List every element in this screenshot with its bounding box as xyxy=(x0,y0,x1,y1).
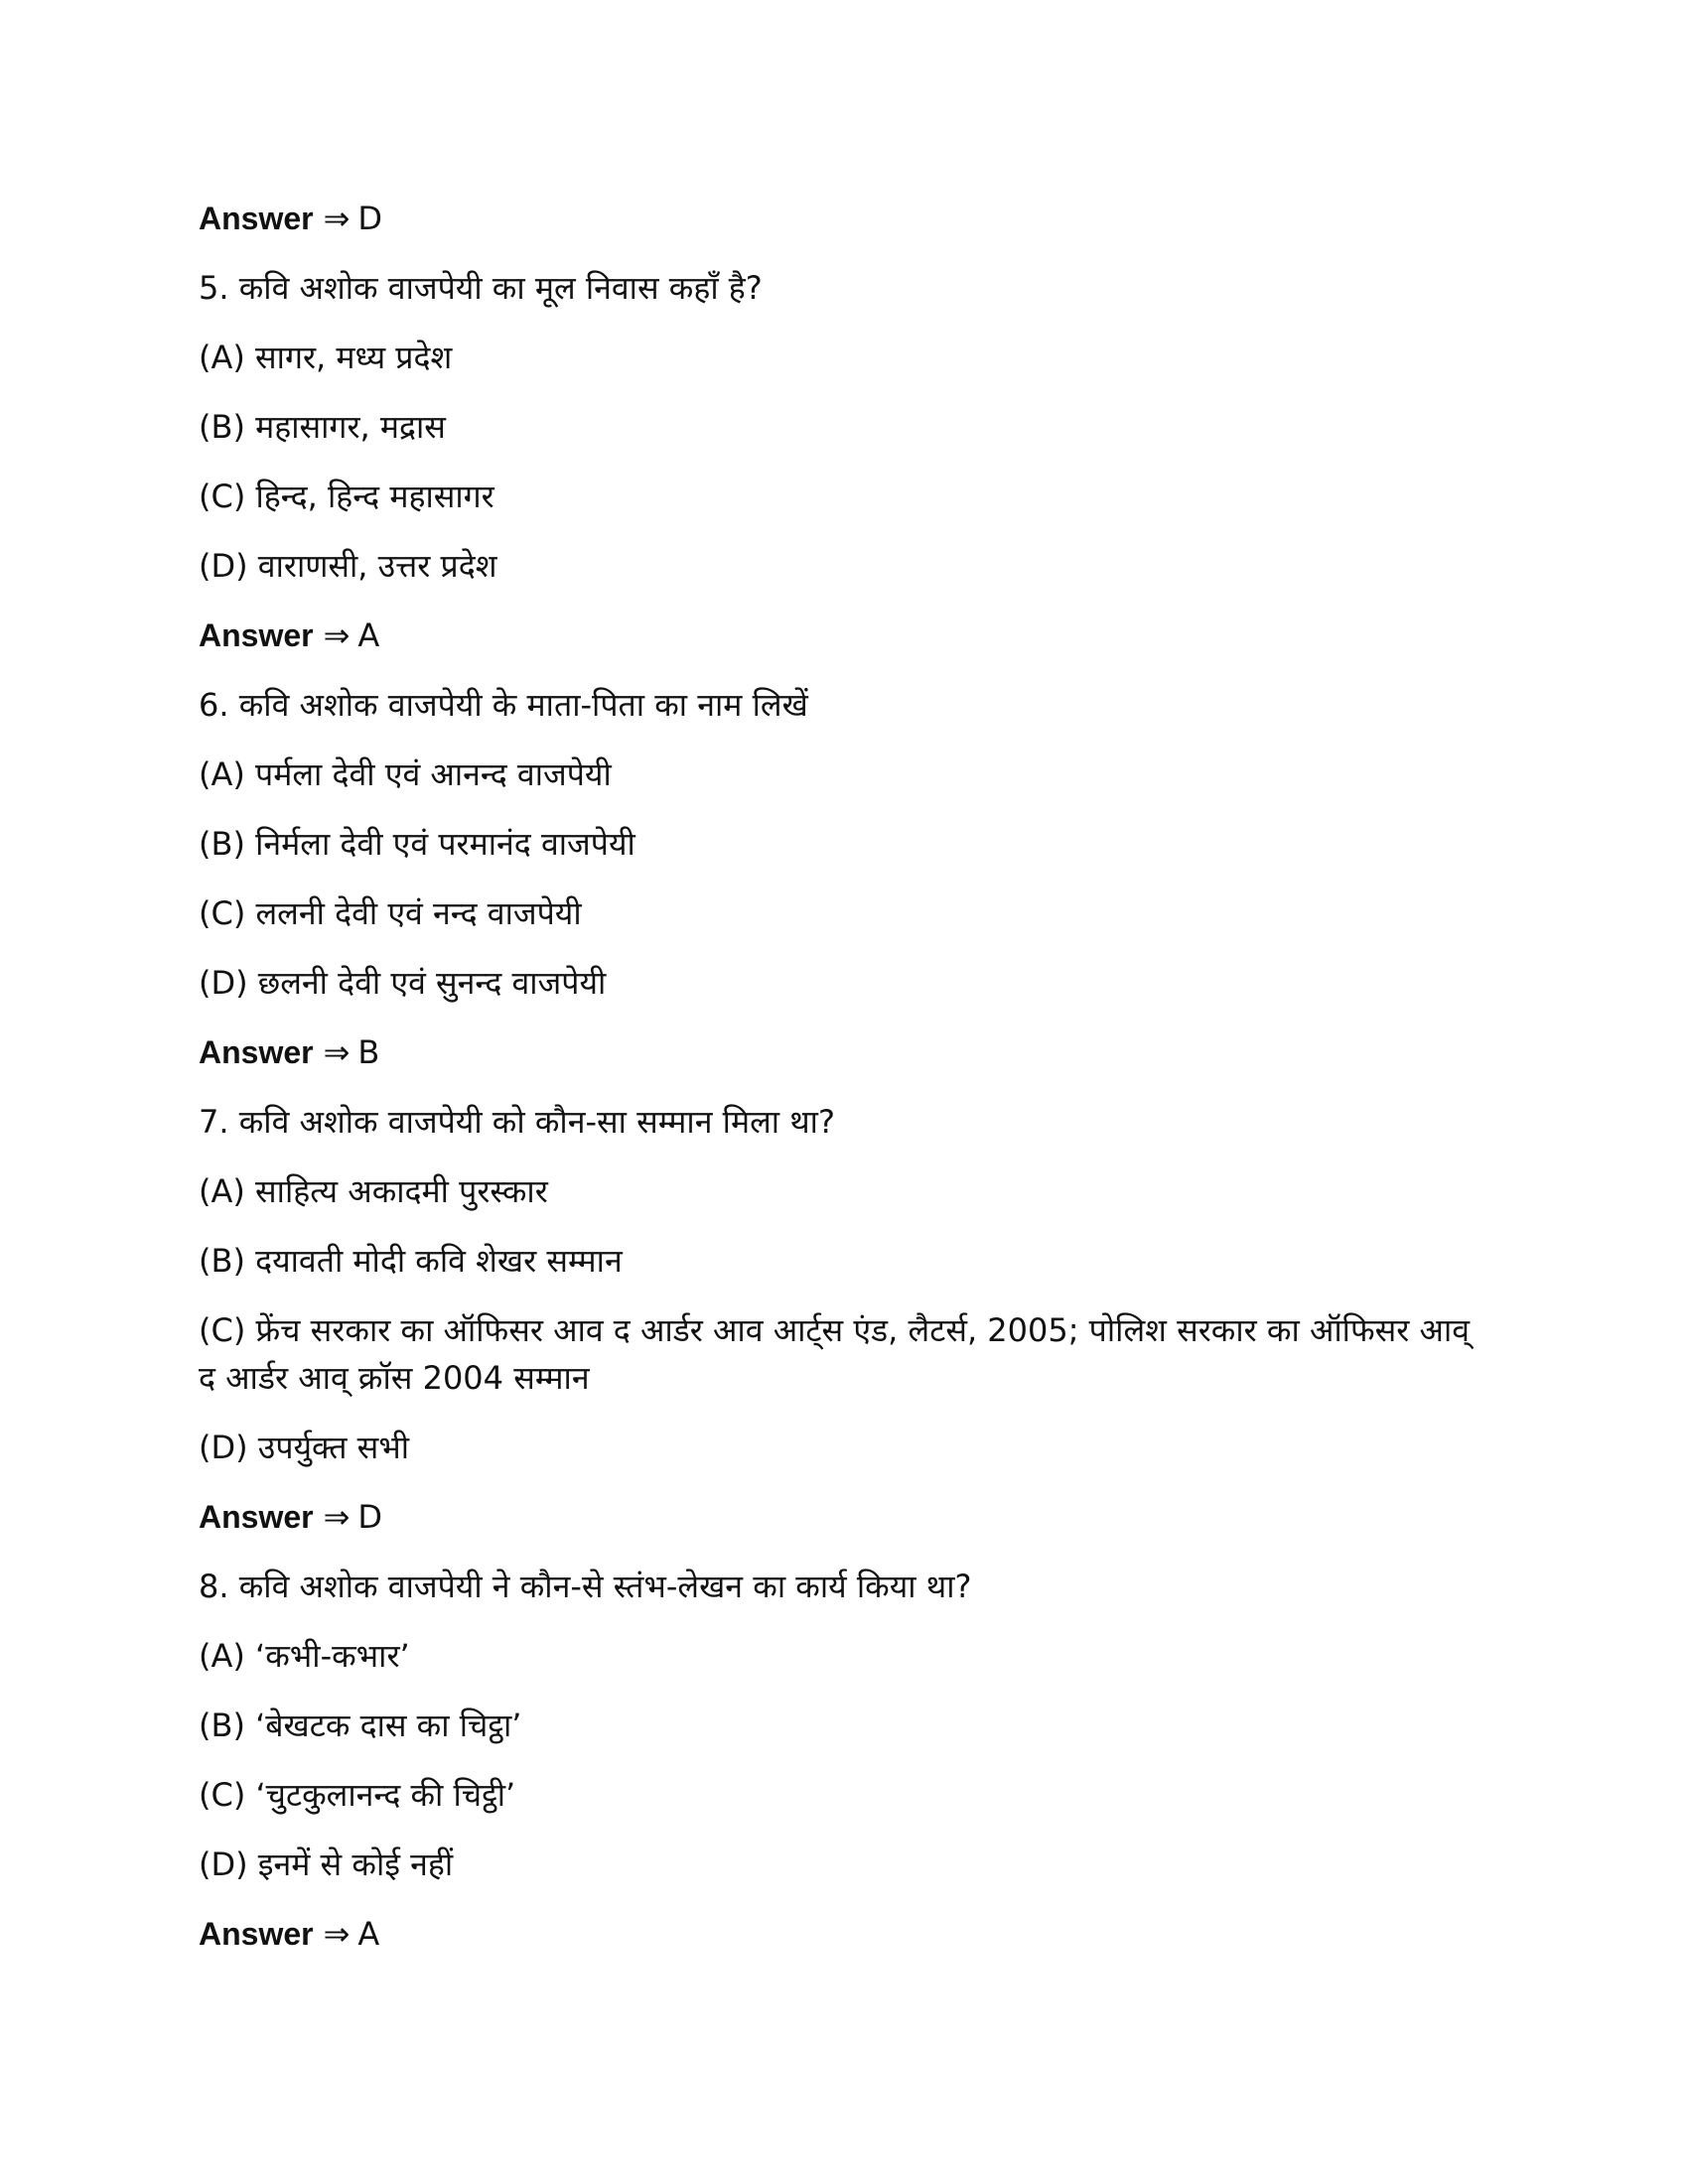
answer-label: Answer xyxy=(199,1034,314,1070)
option-text: (D) वाराणसी, उत्तर प्रदेश xyxy=(199,547,497,585)
answer-value: D xyxy=(357,200,383,237)
answer-value: A xyxy=(357,1915,380,1953)
option-text: (A) पर्मला देवी एवं आनन्द वाजपेयी xyxy=(199,755,612,793)
answer-label: Answer xyxy=(199,1916,314,1952)
option-text: (D) इनमें से कोई नहीं xyxy=(199,1845,454,1883)
answer-value: D xyxy=(357,1498,383,1536)
answer-label: Answer xyxy=(199,617,314,653)
answer-arrow-icon: ⇒ xyxy=(323,1033,351,1071)
option-text: (C) फ्रेंच सरकार का ऑफिसर आव द आर्डर आव आर्ट्स एंड, लैटर्स, 2005; पोलिश सरकार का ऑफिसर आव् द आर्डर आव् क्रॉस 2004 सम्मान xyxy=(199,1311,1471,1397)
question-text: 8. कवि अशोक वाजपेयी ने कौन-से स्तंभ-लेखन का कार्य किया था? xyxy=(199,1568,972,1605)
question-text: 6. कवि अशोक वाजपेयी के माता-पिता का नाम लिखें xyxy=(199,686,808,724)
answer-line xyxy=(199,612,1489,659)
question-text: 5. कवि अशोक वाजपेयी का मूल निवास कहाँ है? xyxy=(199,269,763,307)
option-text: (C) हिन्द, हिन्द महासागर xyxy=(199,478,494,515)
option-text: (B) निर्मला देवी एवं परमानंद वाजपेयी xyxy=(199,825,635,863)
option-text: (A) ‘कभी-कभार’ xyxy=(199,1637,410,1675)
answer-line xyxy=(199,1910,1489,1958)
option-text: (D) उपर्युक्त सभी xyxy=(199,1429,410,1466)
answer-arrow-icon: ⇒ xyxy=(323,200,351,237)
option-text: (D) छलनी देवी एवं सुनन्द वाजपेयी xyxy=(199,964,607,1002)
answer-value: B xyxy=(357,1033,380,1071)
answer-value: A xyxy=(357,616,380,654)
option-text: (C) ‘चुटकुलानन्द की चिट्ठी’ xyxy=(199,1776,516,1814)
document-page xyxy=(199,195,1489,1979)
answer-line xyxy=(199,195,1489,242)
answer-label: Answer xyxy=(199,1499,314,1535)
answer-arrow-icon: ⇒ xyxy=(323,1915,351,1953)
option-text: (B) ‘बेखटक दास का चिट्ठा’ xyxy=(199,1706,522,1744)
answer-line xyxy=(199,1028,1489,1076)
option-text: (B) महासागर, मद्रास xyxy=(199,408,446,446)
answer-arrow-icon: ⇒ xyxy=(323,1498,351,1536)
option-text: (A) साहित्य अकादमी पुरस्कार xyxy=(199,1172,548,1210)
answer-label: Answer xyxy=(199,201,314,236)
answer-arrow-icon: ⇒ xyxy=(323,616,351,654)
option-text: (A) सागर, मध्य प्रदेश xyxy=(199,339,453,376)
answer-line xyxy=(199,1493,1489,1541)
option-text: (B) दयावती मोदी कवि शेखर सम्मान xyxy=(199,1242,623,1280)
question-text: 7. कवि अशोक वाजपेयी को कौन-सा सम्मान मिला था? xyxy=(199,1103,835,1141)
option-text: (C) ललनी देवी एवं नन्द वाजपेयी xyxy=(199,894,582,932)
